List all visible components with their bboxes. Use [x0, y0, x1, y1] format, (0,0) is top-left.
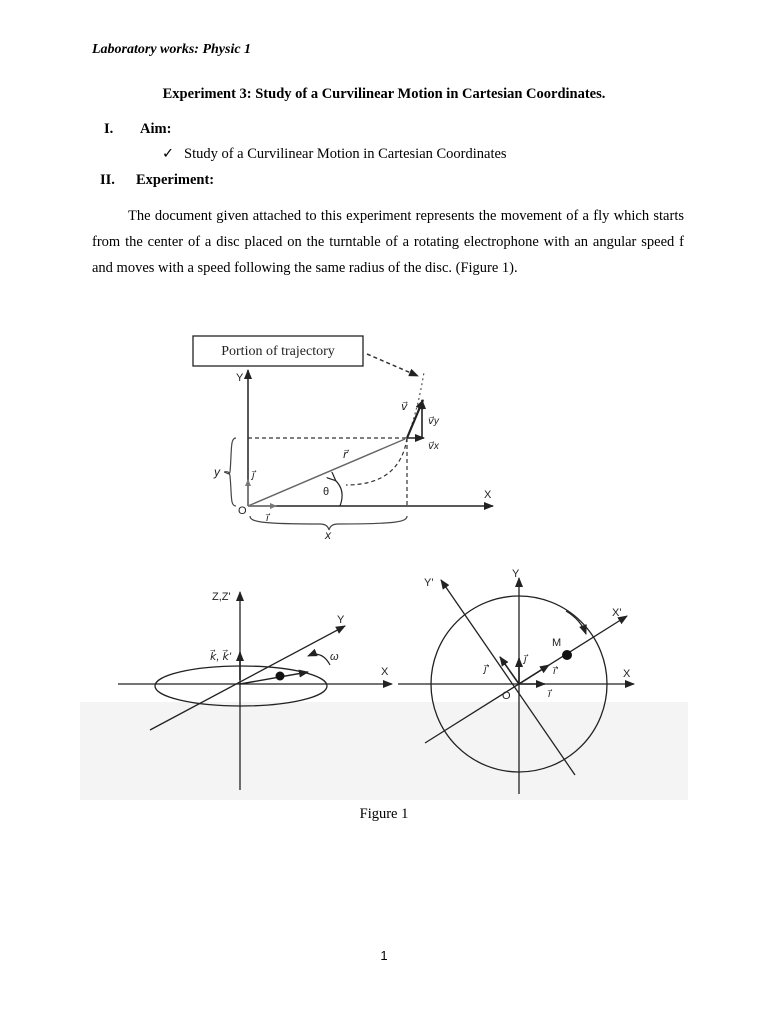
j-prime-label: j⃗' — [484, 664, 489, 675]
section-experiment — [100, 172, 214, 189]
y-brace-label: y — [214, 465, 220, 479]
y-axis-label: Y — [236, 372, 244, 384]
experiment-paragraph — [92, 203, 684, 281]
y-axis-label: Y — [512, 568, 520, 580]
section-aim — [104, 121, 171, 138]
j-unit-label: j⃗ — [252, 470, 255, 481]
figure-caption: Figure 1 — [359, 806, 409, 822]
aim-item — [162, 146, 507, 163]
vy-label: v⃗y — [428, 416, 439, 427]
section-number: II. — [100, 172, 115, 188]
fly-point — [276, 672, 285, 681]
y-axis-label: Y — [337, 614, 345, 626]
running-header: Laboratory works: Physic 1 — [92, 42, 252, 57]
disc — [155, 666, 327, 706]
i-prime-label: i⃗' — [553, 666, 558, 677]
velocity-vector — [407, 400, 423, 438]
paragraph-text: The document given attached to this experiment represents the movement of a fly which starts from the center of a disc placed on the turntable of a rotating electrophone with an angular speed f and moves with a speed following the same radius of the disc. (Figure 1). — [92, 208, 684, 276]
figure-shading — [80, 702, 688, 800]
v-label: v⃗ — [401, 401, 408, 413]
r-vector-label: r⃗ — [343, 449, 348, 461]
x-axis-label: X — [623, 668, 631, 680]
z-axis-label: Z,Z' — [212, 591, 231, 603]
x-axis-label: X — [381, 666, 389, 678]
origin-label: O — [238, 505, 247, 517]
x-brace-label: x — [325, 528, 331, 542]
aim-item-text: Study of a Curvilinear Motion in Cartesian Coordinates — [184, 146, 507, 162]
i-unit-label: i⃗ — [266, 513, 269, 524]
checkmark-icon: ✓ — [162, 146, 175, 162]
origin-label: O — [502, 690, 511, 702]
section-number: I. — [104, 121, 114, 137]
y-prime-axis-label: Y' — [424, 577, 434, 589]
trajectory-diagram — [193, 336, 493, 542]
omega-label: ω — [330, 651, 339, 663]
point-m — [562, 650, 572, 660]
k-unit-label: k⃗, k⃗' — [210, 651, 231, 663]
page-number: 1 — [380, 948, 388, 963]
x-prime-axis-label: X' — [612, 607, 622, 619]
section-label: Experiment: — [136, 172, 215, 188]
m-label: M — [552, 637, 562, 649]
x-axis-label: X — [484, 489, 492, 501]
figure-1 — [0, 320, 768, 800]
experiment-title: Experiment 3: Study of a Curvilinear Motion in Cartesian Coordinates. — [162, 86, 606, 102]
callout-label: Portion of trajectory — [221, 344, 335, 359]
vx-label: v⃗x — [428, 441, 439, 452]
i-unit-label: i⃗ — [548, 689, 551, 700]
j-unit-label: j⃗ — [524, 654, 527, 665]
section-label: Aim: — [140, 121, 172, 137]
theta-label: θ — [323, 486, 330, 498]
